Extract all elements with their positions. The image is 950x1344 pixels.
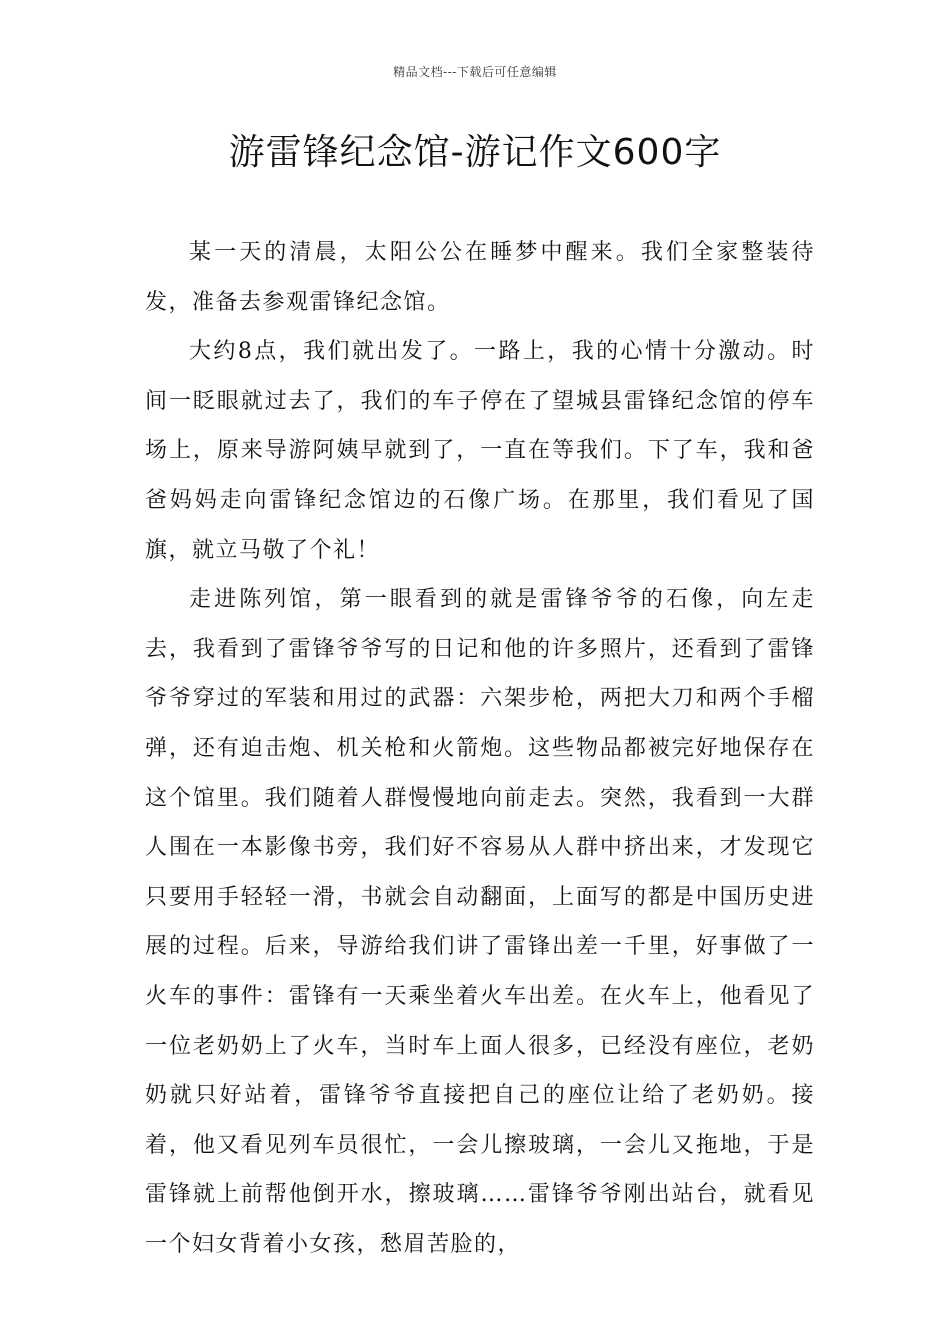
document-body [145,228,815,1269]
document-title: 游雷锋纪念馆-游记作文600字 [228,132,722,173]
paragraph-3: 走进陈列馆，第一眼看到的就是雷锋爷爷的石像，向左走去，我看到了雷锋爷爷写的日记和他的许多照片，还看到了雷锋爷爷穿过的军装和用过的武器：六架步枪，两把大刀和两个手榴弹，还有迫击炮、机关枪和火箭炮。这些物品都被完好地保存在这个馆里。我们随着人群慢慢地向前走去。突然，我看到一大群人围在一本影像书旁，我们好不容易从人群中挤出来，才发现它只要用手轻轻一滑，书就会自动翻面，上面写的都是中国历史进展的过程。后来，导游给我们讲了雷锋出差一千里，好事做了一火车的事件：雷锋有一天乘坐着火车出差。在火车上，他看见了一位老奶奶上了火车，当时车上面人很多，已经没有座位，老奶奶就只好站着，雷锋爷爷直接把自己的座位让给了老奶奶。接着，他又看见列车员很忙，一会儿擦玻璃，一会儿又拖地，于是雷锋就上前帮他倒开水，擦玻璃……雷锋爷爷刚出站台，就看见一个妇女背着小女孩，愁眉苦脸的， [145,587,815,1257]
paragraph-1: 某一天的清晨，太阳公公在睡梦中醒来。我们全家整装待发，准备去参观雷锋纪念馆。 [145,240,815,315]
paragraph-2: 大约8点，我们就出发了。一路上，我的心情十分激动。时间一眨眼就过去了，我们的车子停在了望城县雷锋纪念馆的停车场上，原来导游阿姨早就到了，一直在等我们。下了车，我和爸爸妈妈走向雷锋纪念馆边的石像广场。在那里，我们看见了国旗，就立马敬了个礼！ [145,339,815,563]
header-note: 精品文档---下载后可任意编辑 [393,65,557,79]
